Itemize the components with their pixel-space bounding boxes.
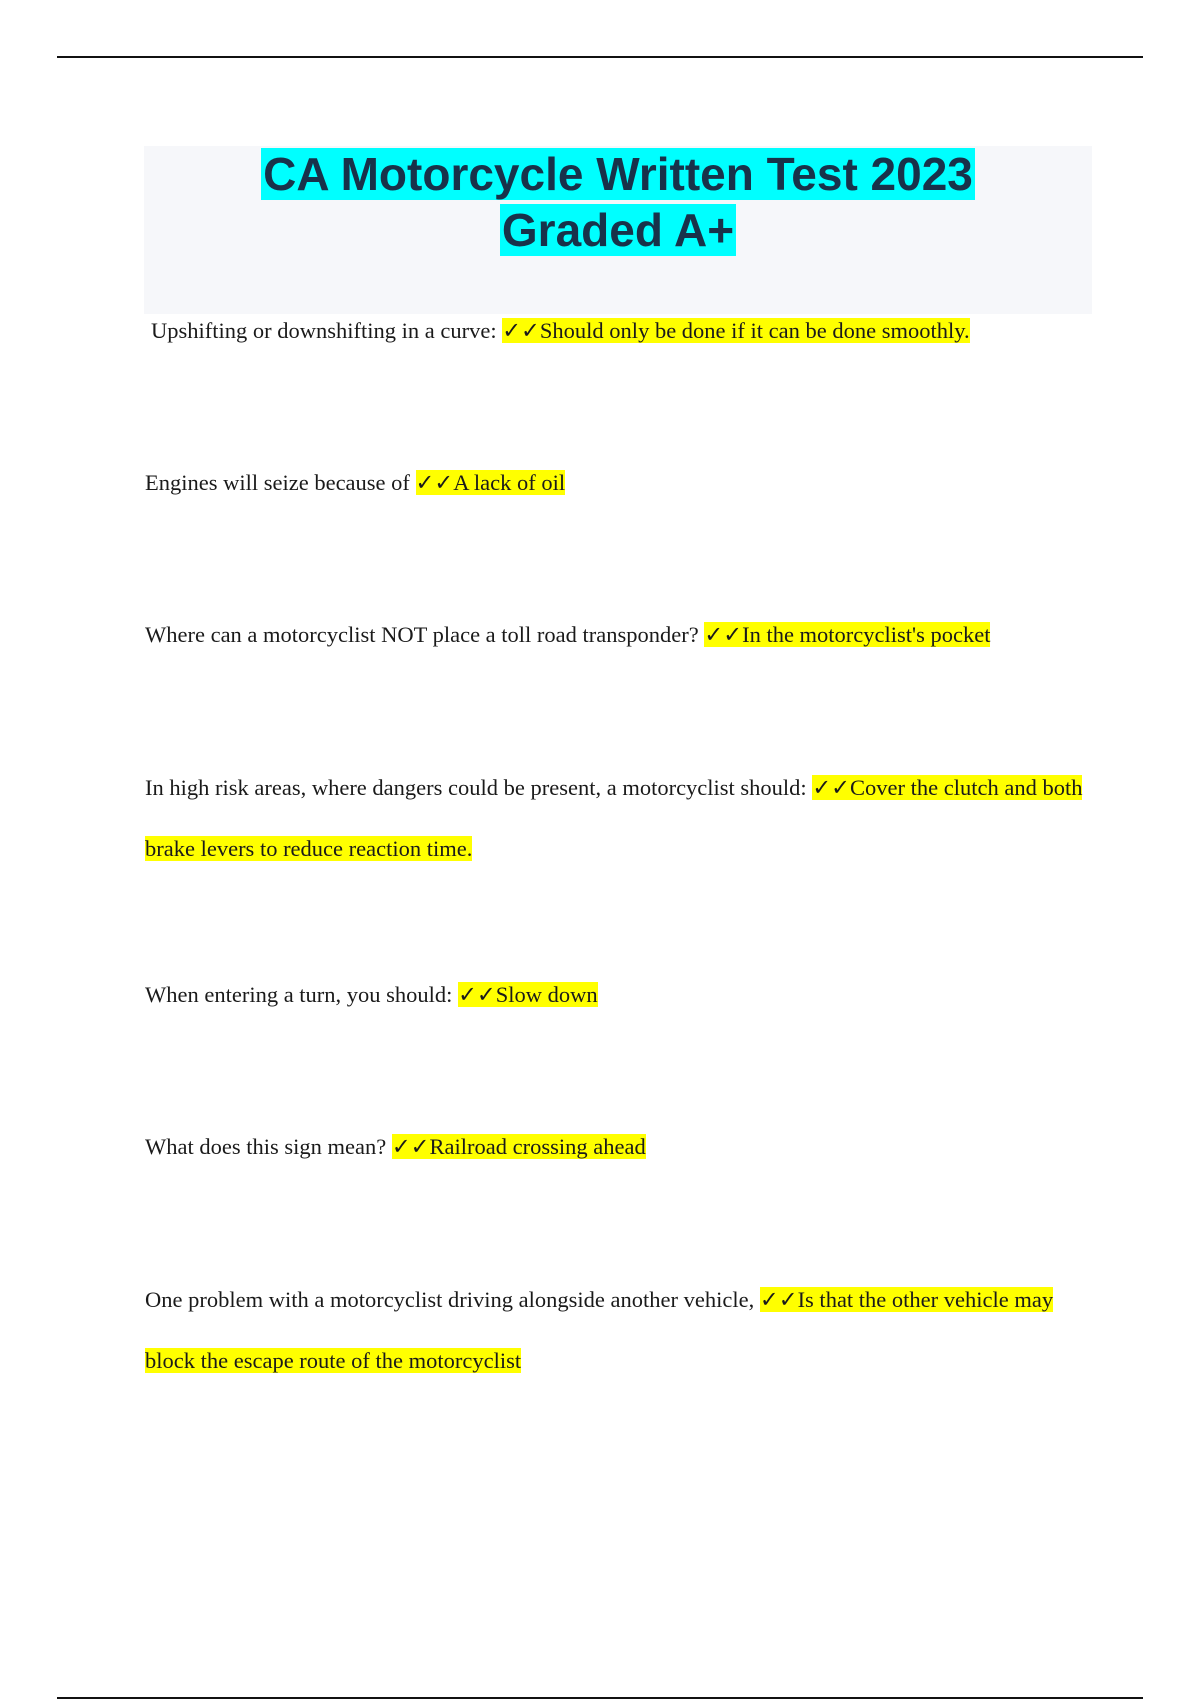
answer-text: Railroad crossing ahead [429, 1134, 646, 1159]
qa-item [145, 757, 1095, 879]
qa-item [145, 1116, 1095, 1177]
check-mark: ✓✓ [458, 982, 496, 1007]
qa-item [145, 452, 1095, 513]
answer-highlight [392, 1134, 646, 1159]
title-line-2: Graded A+ [501, 204, 735, 256]
qa-item [145, 1269, 1095, 1391]
qa-item [145, 964, 1095, 1025]
question-text: When entering a turn, you should: [145, 982, 459, 1007]
check-mark: ✓✓ [415, 470, 454, 495]
answer-text: Cover the clutch and both brake levers to reduce reaction time. [145, 775, 1083, 861]
check-mark: ✓✓ [391, 1134, 430, 1159]
footer-rule [57, 1697, 1143, 1699]
check-mark: ✓✓ [759, 1287, 798, 1312]
document-title [144, 146, 1092, 258]
answer-text: In the motorcyclist's pocket [742, 622, 991, 647]
question-text: In high risk areas, where dangers could be present, a motorcyclist should: [145, 775, 813, 800]
check-mark: ✓✓ [812, 775, 851, 800]
question-text: Engines will seize because of [145, 470, 416, 495]
answer-text: Slow down [495, 982, 598, 1007]
title-line-1: CA Motorcycle Written Test 2023 [263, 148, 973, 200]
question-text: What does this sign mean? [145, 1134, 392, 1159]
check-mark: ✓✓ [704, 622, 743, 647]
answer-highlight [704, 622, 990, 647]
header-rule [57, 56, 1143, 58]
check-mark: ✓✓ [502, 318, 540, 343]
answer-text: A lack of oil [453, 470, 566, 495]
answer-text: Is that the other vehicle may block the escape route of the motorcyclist [145, 1287, 1054, 1373]
question-text: Where can a motorcyclist NOT place a toll road transponder? [145, 622, 705, 647]
answer-text: Should only be done if it can be done smoothly. [539, 318, 970, 343]
question-text: One problem with a motorcyclist driving alongside another vehicle, [145, 1287, 760, 1312]
qa-item [151, 300, 1101, 361]
answer-highlight [458, 982, 598, 1007]
qa-item [145, 604, 1095, 665]
answer-highlight [502, 318, 969, 343]
answer-highlight [416, 470, 566, 495]
question-text: Upshifting or downshifting in a curve: [151, 318, 503, 343]
